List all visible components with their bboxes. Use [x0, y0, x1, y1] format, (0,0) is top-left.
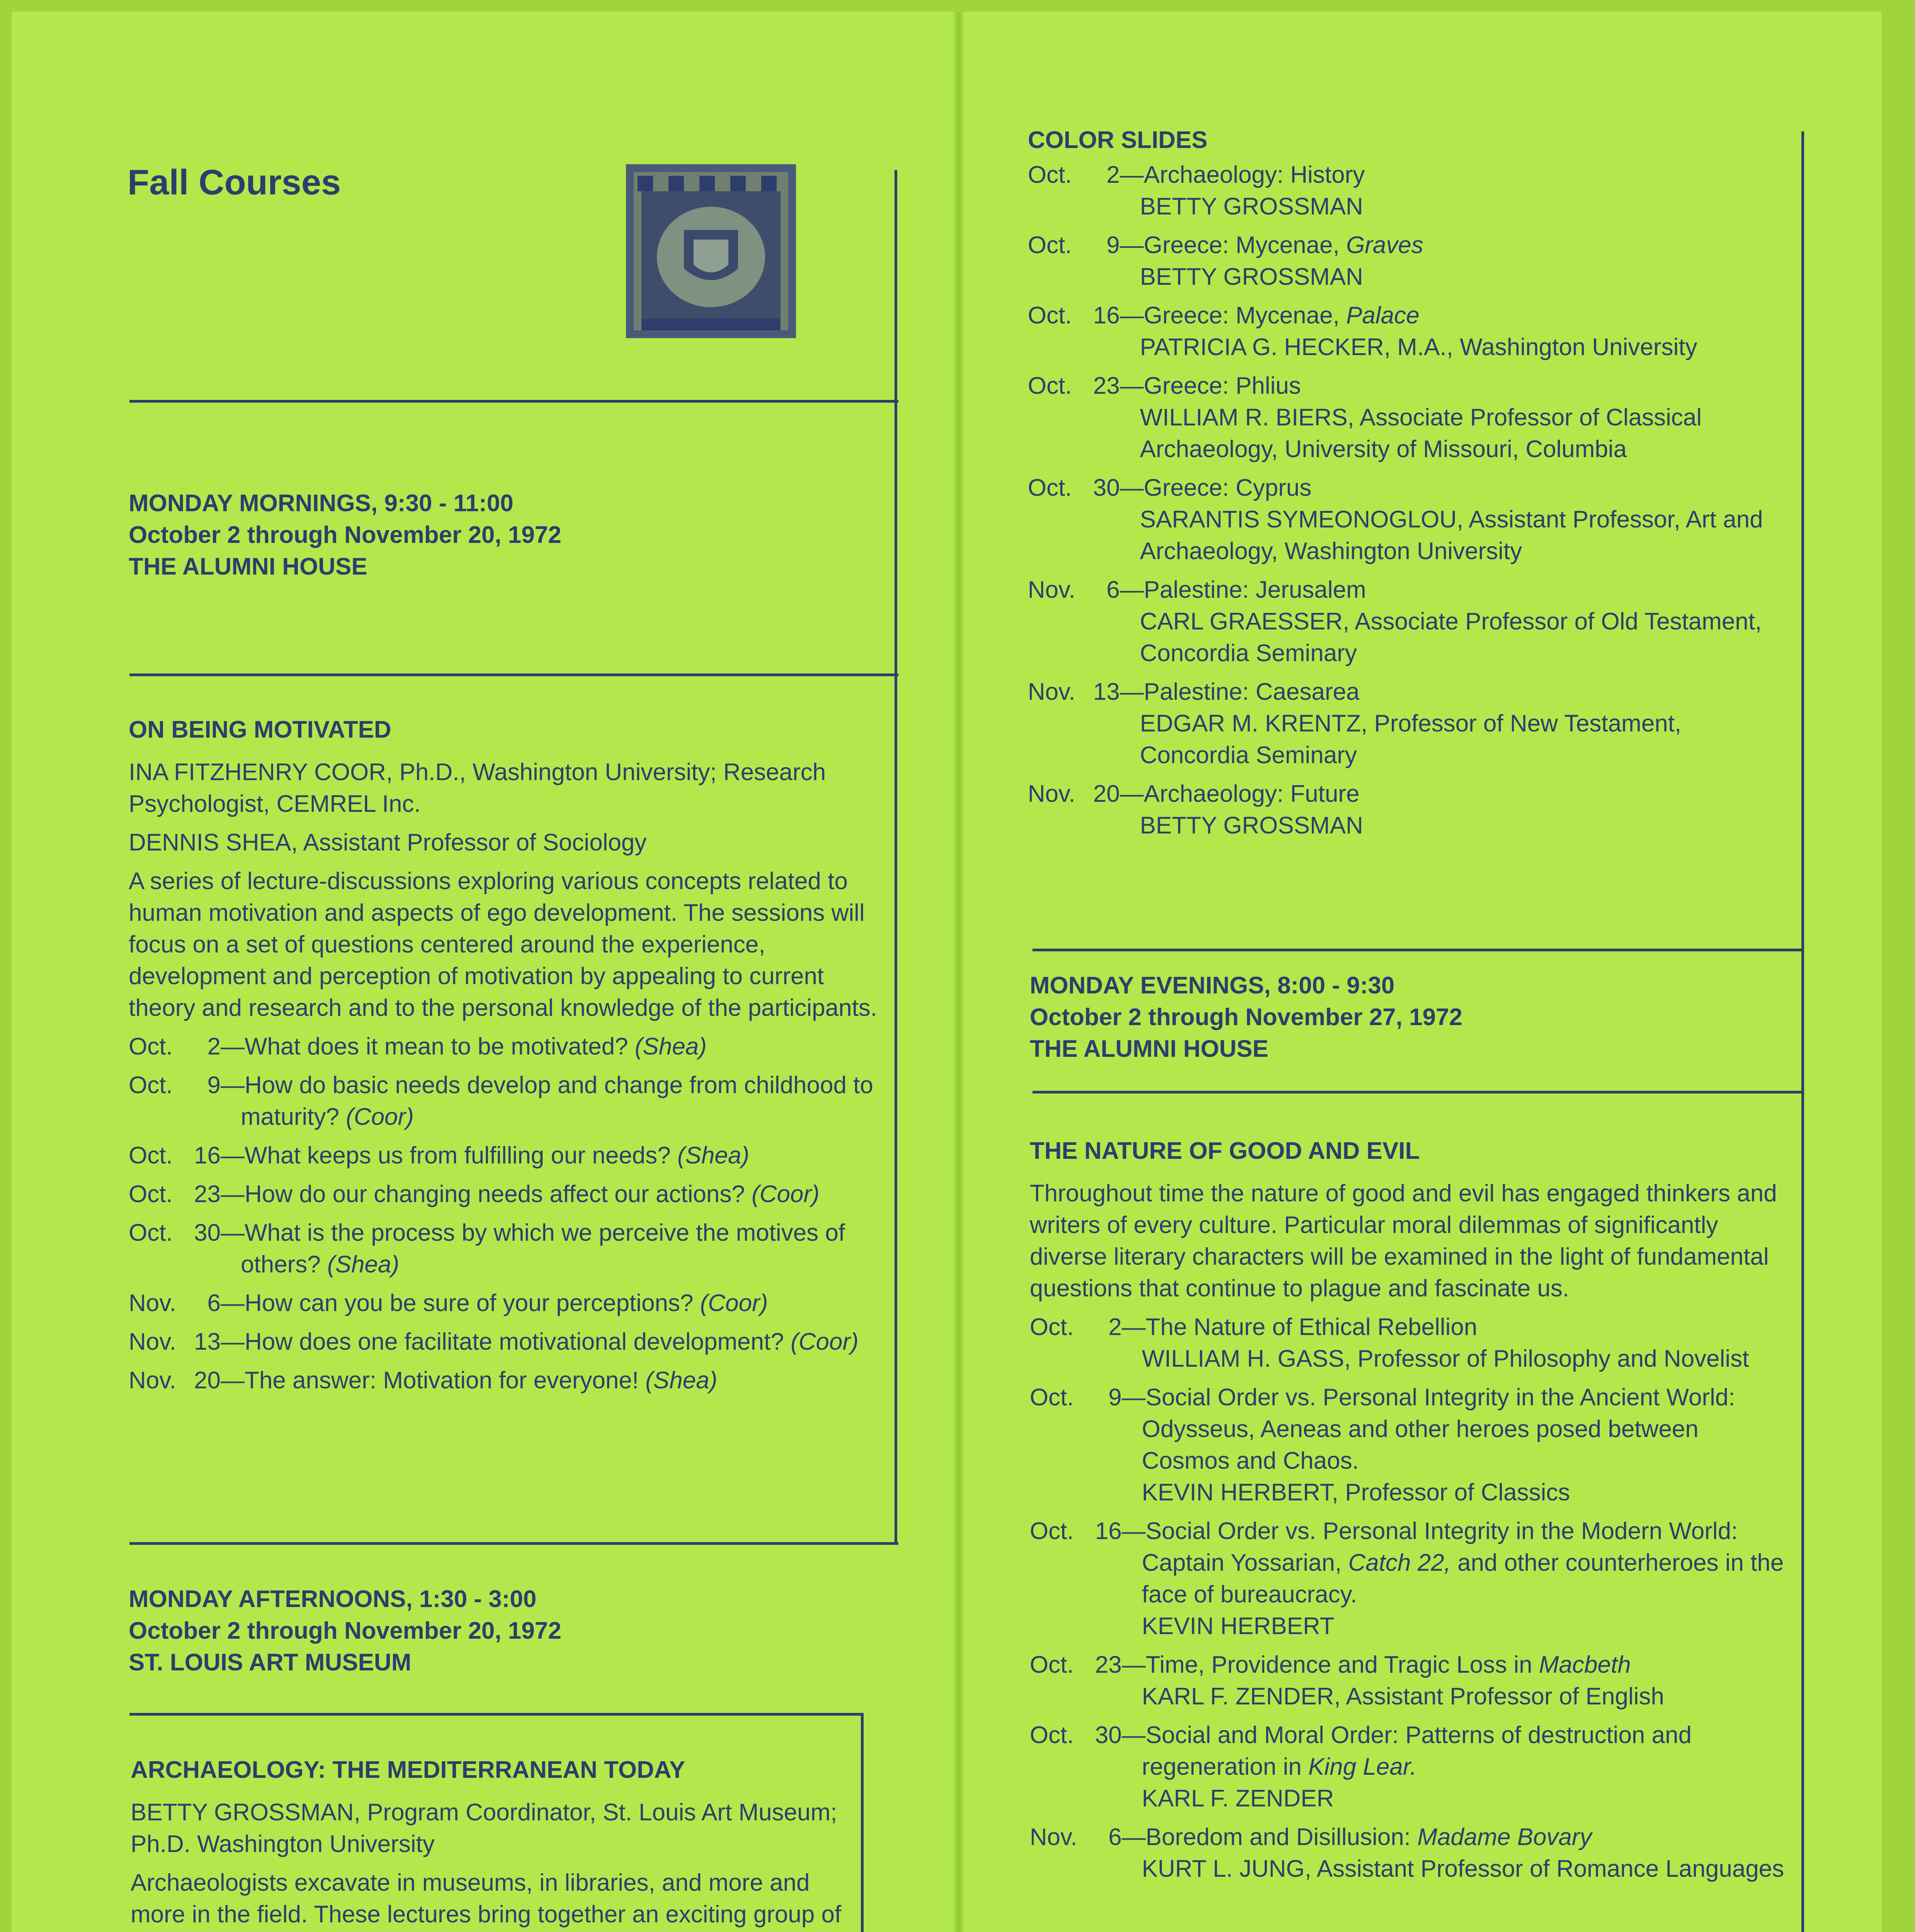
- entry-speaker: BETTY GROSSMAN: [1140, 812, 1363, 839]
- entry-topic-italic: Graves: [1346, 232, 1423, 259]
- entry-month: Nov.: [1028, 679, 1075, 705]
- entry-month: Nov.: [1030, 1824, 1077, 1850]
- instructor-grossman: BETTY GROSSMAN, Program Coordinator, St. Louis Art Museum; Ph.D. Washington University: [131, 1799, 837, 1857]
- entry-day: 23: [194, 1181, 221, 1208]
- schedule-entry: Nov. 6—Boredom and Disillusion: Madame Bovary KURT L. JUNG, Assistant Professor of Romance Languages: [1030, 1821, 1793, 1885]
- right-border-line-1: [1801, 131, 1804, 952]
- schedule-entry: Nov. 13—How does one facilitate motivational development? (Coor): [129, 1326, 894, 1358]
- entry-month: Nov.: [1028, 577, 1075, 603]
- entry-day: 13: [1093, 679, 1120, 705]
- entry-speaker: (Shea): [645, 1367, 718, 1394]
- entry-topic: How can you be sure of your perceptions?: [245, 1290, 694, 1316]
- divider-4: [129, 1713, 864, 1716]
- slides-schedule: [1028, 159, 1785, 842]
- entry-topic: The answer: Motivation for everyone!: [245, 1367, 639, 1394]
- entry-speaker: WILLIAM H. GASS, Professor of Philosophy and Novelist: [1142, 1345, 1749, 1372]
- entry-day: 2: [1108, 1314, 1122, 1340]
- entry-day: 20: [1093, 781, 1120, 807]
- entry-day: 23: [1093, 372, 1120, 399]
- schedule-entry: Oct. 16—Social Order vs. Personal Integrity in the Modern World: Captain Yossarian, Catch 22, and other counterheroes in the face of bureaucracy. KEVIN HERBERT: [1030, 1515, 1793, 1642]
- entry-topic-italic: Catch 22,: [1348, 1549, 1451, 1576]
- entry-day: 23: [1095, 1651, 1122, 1678]
- entry-speaker: (Shea): [327, 1251, 400, 1278]
- left-border-line-3: [895, 673, 897, 1545]
- entry-topic: What does it mean to be motivated?: [245, 1033, 628, 1060]
- entry-month: Oct.: [1030, 1314, 1074, 1340]
- entry-topic: Social Order vs. Personal Integrity in the Ancient World: Odysseus, Aeneas and other heroes posed between Cosmos and Chaos.: [1142, 1384, 1735, 1474]
- divider-2: [129, 673, 898, 676]
- entry-speaker: EDGAR M. KRENTZ, Professor of New Testament, Concordia Seminary: [1140, 710, 1682, 769]
- left-border-line-1: [895, 170, 897, 402]
- entry-topic-italic: Macbeth: [1539, 1651, 1631, 1678]
- schedule-entry: Nov. 20—Archaeology: Future BETTY GROSSMAN: [1028, 778, 1785, 842]
- instructor-shea: DENNIS SHEA, Assistant Professor of Sociology: [129, 829, 647, 856]
- entry-topic: How does one facilitate motivational development?: [245, 1328, 784, 1355]
- schedule-entry: Oct. 2—Archaeology: History BETTY GROSSMAN: [1028, 159, 1785, 223]
- entry-day: 16: [1093, 302, 1120, 329]
- entry-topic: Archaeology: History: [1144, 162, 1365, 188]
- entry-topic-italic: King Lear.: [1308, 1753, 1417, 1780]
- section-heading: ARCHAEOLOGY: THE MEDITERRANEAN TODAY: [131, 1757, 685, 1783]
- entry-day: 30: [194, 1219, 221, 1246]
- entry-month: Nov.: [129, 1290, 176, 1316]
- entry-topic: Greece: Cyprus: [1144, 474, 1312, 501]
- entry-speaker: (Coor): [346, 1104, 414, 1130]
- motivated-schedule: [129, 1031, 894, 1396]
- entry-topic: Social Order vs. Personal Integrity in the Modern World: Captain Yossarian,: [1142, 1518, 1738, 1576]
- instructor-coor: INA FITZHENRY COOR, Ph.D., Washington University; Research Psychologist, CEMREL Inc.: [129, 759, 826, 817]
- evening-location: THE ALUMNI HOUSE: [1030, 1036, 1269, 1062]
- entry-topic: How do basic needs develop and change from childhood to maturity?: [241, 1072, 873, 1130]
- entry-topic: How do our changing needs affect our actions?: [245, 1181, 745, 1208]
- entry-day: 13: [194, 1328, 221, 1355]
- schedule-entry: Nov. 6—How can you be sure of your perceptions? (Coor): [129, 1287, 894, 1319]
- evening-session-info: [1030, 970, 1783, 1065]
- entry-speaker: (Coor): [700, 1290, 768, 1316]
- afternoon-session-info: [129, 1583, 882, 1679]
- divider-6: [1032, 1091, 1804, 1094]
- entry-topic: Social and Moral Order: Patterns of destruction and regeneration in: [1142, 1722, 1692, 1780]
- course-description: A series of lecture-discussions exploring various concepts related to human motivation and aspects of ego development. The sessions will focus on a set of questions centered around the experience, development and perception of motivation by appealing to current theory and research and to the personal knowledge of the participants.: [129, 868, 878, 1021]
- divider-3: [129, 1542, 898, 1545]
- entry-day: 16: [194, 1142, 221, 1169]
- good-and-evil-section: [1030, 1135, 1793, 1892]
- entry-month: Oct.: [1028, 162, 1072, 188]
- schedule-entry: Oct. 30—Greece: Cyprus SARANTIS SYMEONOGLOU, Assistant Professor, Art and Archaeology, Washington University: [1028, 472, 1785, 567]
- afternoon-dates: October 2 through November 20, 1972: [129, 1617, 561, 1644]
- entry-month: Oct.: [129, 1181, 173, 1208]
- color-slides-section: [1028, 124, 1785, 849]
- entry-speaker: BETTY GROSSMAN: [1140, 264, 1363, 290]
- schedule-entry: Oct. 23—Greece: Phlius WILLIAM R. BIERS, Associate Professor of Classical Archaeology, University of Missouri, Columbia: [1028, 370, 1785, 465]
- entry-day: 20: [194, 1367, 221, 1394]
- entry-day: 9: [207, 1072, 221, 1099]
- morning-dates: October 2 through November 20, 1972: [129, 522, 561, 548]
- schedule-entry: Nov. 13—Palestine: Caesarea EDGAR M. KRENTZ, Professor of New Testament, Concordia Seminary: [1028, 676, 1785, 771]
- entry-month: Oct.: [1030, 1651, 1074, 1678]
- entry-day: 9: [1108, 1384, 1122, 1411]
- entry-day: 30: [1095, 1722, 1122, 1748]
- entry-day: 6: [1106, 577, 1120, 603]
- evening-time: MONDAY EVENINGS, 8:00 - 9:30: [1030, 972, 1395, 999]
- entry-topic: What keeps us from fulfilling our needs?: [245, 1142, 671, 1169]
- section-heading: COLOR SLIDES: [1028, 127, 1208, 153]
- entry-month: Nov.: [1028, 781, 1075, 807]
- schedule-entry: Oct. 30—Social and Moral Order: Patterns of destruction and regeneration in King Lear. KARL F. ZENDER: [1030, 1719, 1793, 1815]
- center-fold: [954, 12, 964, 1932]
- entry-topic: Palestine: Caesarea: [1144, 679, 1360, 705]
- entry-speaker: BETTY GROSSMAN: [1140, 193, 1363, 220]
- section-heading: ON BEING MOTIVATED: [129, 716, 391, 743]
- entry-month: Oct.: [1028, 372, 1072, 399]
- divider-1: [129, 400, 898, 403]
- schedule-entry: Oct. 2—What does it mean to be motivated? (Shea): [129, 1031, 894, 1063]
- schedule-entry: Nov. 6—Palestine: Jerusalem CARL GRAESSER, Associate Professor of Old Testament, Concordia Seminary: [1028, 574, 1785, 669]
- entry-day: 6: [207, 1290, 221, 1316]
- schedule-entry: Oct. 16—Greece: Mycenae, Palace PATRICIA G. HECKER, M.A., Washington University: [1028, 300, 1785, 363]
- afternoon-time: MONDAY AFTERNOONS, 1:30 - 3:00: [129, 1586, 537, 1612]
- schedule-entry: Oct. 9—Greece: Mycenae, Graves BETTY GROSSMAN: [1028, 230, 1785, 293]
- entry-month: Oct.: [129, 1033, 173, 1060]
- entry-speaker: CARL GRAESSER, Associate Professor of Old Testament, Concordia Seminary: [1140, 608, 1762, 667]
- archaeology-section: [131, 1754, 853, 1932]
- entry-month: Nov.: [129, 1328, 176, 1355]
- good-evil-schedule: [1030, 1311, 1793, 1885]
- entry-speaker: KARL F. ZENDER, Assistant Professor of English: [1142, 1683, 1664, 1710]
- course-description: Archaeologists excavate in museums, in libraries, and more and more in the field. These lectures bring together an exciting group of: [131, 1869, 842, 1928]
- entry-speaker: KURT L. JUNG, Assistant Professor of Romance Languages: [1142, 1855, 1784, 1882]
- entry-speaker: (Coor): [791, 1328, 859, 1355]
- entry-topic-italic: Palace: [1346, 302, 1420, 329]
- entry-speaker: KARL F. ZENDER: [1142, 1785, 1334, 1812]
- morning-session-info: [129, 488, 882, 583]
- schedule-entry: Oct. 2—The Nature of Ethical Rebellion WILLIAM H. GASS, Professor of Philosophy and Novelist: [1030, 1311, 1793, 1375]
- entry-month: Oct.: [1028, 302, 1072, 329]
- entry-topic: Greece: Phlius: [1144, 372, 1301, 399]
- morning-location: THE ALUMNI HOUSE: [129, 553, 367, 580]
- entry-month: Oct.: [129, 1219, 173, 1246]
- afternoon-location: ST. LOUIS ART MUSEUM: [129, 1649, 412, 1676]
- divider-5: [1032, 949, 1804, 951]
- schedule-entry: Nov. 20—The answer: Motivation for everyone! (Shea): [129, 1365, 894, 1396]
- entry-speaker: KEVIN HERBERT, Professor of Classics: [1142, 1479, 1570, 1506]
- entry-topic-continued: and other counterheroes in the face of bureaucracy.: [1142, 1549, 1784, 1608]
- entry-speaker: (Shea): [677, 1142, 750, 1169]
- entry-day: 2: [207, 1033, 221, 1060]
- entry-topic: Boredom and Disillusion:: [1146, 1824, 1411, 1850]
- entry-month: Oct.: [1028, 232, 1072, 259]
- entry-speaker: WILLIAM R. BIERS, Associate Professor of Classical Archaeology, University of Missouri, Columbia: [1140, 404, 1702, 463]
- entry-speaker: PATRICIA G. HECKER, M.A., Washington University: [1140, 334, 1697, 361]
- entry-speaker: (Coor): [752, 1181, 820, 1208]
- entry-month: Oct.: [129, 1142, 173, 1169]
- entry-topic: Time, Providence and Tragic Loss in: [1146, 1651, 1532, 1678]
- entry-day: 2: [1106, 162, 1120, 188]
- entry-topic: What is the process by which we perceive the motives of others?: [241, 1219, 845, 1278]
- entry-speaker: SARANTIS SYMEONOGLOU, Assistant Professor, Art and Archaeology, Washington University: [1140, 506, 1763, 565]
- entry-day: 16: [1095, 1518, 1122, 1544]
- page-title: Fall Courses: [128, 163, 341, 202]
- on-being-motivated-section: [129, 714, 894, 1403]
- entry-topic: Archaeology: Future: [1144, 781, 1360, 807]
- entry-topic-italic: Madame Bovary: [1417, 1824, 1592, 1850]
- schedule-entry: Oct. 23—How do our changing needs affect our actions? (Coor): [129, 1179, 894, 1210]
- section-heading: THE NATURE OF GOOD AND EVIL: [1030, 1138, 1420, 1164]
- entry-month: Oct.: [129, 1072, 173, 1099]
- entry-month: Oct.: [1030, 1518, 1074, 1544]
- schedule-entry: Oct. 9—How do basic needs develop and change from childhood to maturity? (Coor): [129, 1070, 894, 1133]
- entry-day: 30: [1093, 474, 1120, 501]
- entry-month: Oct.: [1030, 1384, 1074, 1411]
- entry-month: Oct.: [1030, 1722, 1074, 1748]
- entry-day: 6: [1108, 1824, 1122, 1850]
- entry-speaker: KEVIN HERBERT: [1142, 1613, 1335, 1639]
- schedule-entry: Oct. 30—What is the process by which we perceive the motives of others? (Shea): [129, 1217, 894, 1281]
- evening-dates: October 2 through November 27, 1972: [1030, 1004, 1463, 1031]
- entry-topic: Greece: Mycenae,: [1144, 302, 1340, 329]
- entry-day: 9: [1106, 232, 1120, 259]
- course-description: Throughout time the nature of good and evil has engaged thinkers and writers of every culture. Particular moral dilemmas of significantly diverse literary characters will be examined in the light of fundamental questions that continue to plague and fascinate us.: [1030, 1180, 1777, 1302]
- entry-topic: The Nature of Ethical Rebellion: [1146, 1314, 1478, 1340]
- entry-speaker: (Shea): [634, 1033, 707, 1060]
- schedule-entry: Oct. 23—Time, Providence and Tragic Loss in Macbeth KARL F. ZENDER, Assistant Professor of English: [1030, 1649, 1793, 1713]
- entry-month: Oct.: [1028, 474, 1072, 501]
- entry-topic: Greece: Mycenae,: [1144, 232, 1340, 259]
- entry-topic: Palestine: Jerusalem: [1144, 577, 1366, 603]
- left-border-line-2: [895, 400, 897, 676]
- schedule-entry: Oct. 9—Social Order vs. Personal Integrity in the Ancient World: Odysseus, Aeneas and other heroes posed between Cosmos and Chaos. KEVIN HERBERT, Professor of Classics: [1030, 1382, 1793, 1509]
- left-border-line-4: [861, 1713, 864, 1932]
- right-border-line-2: [1801, 949, 1804, 1932]
- crest-emblem-icon: [626, 164, 796, 338]
- morning-time: MONDAY MORNINGS, 9:30 - 11:00: [129, 490, 514, 517]
- schedule-entry: Oct. 16—What keeps us from fulfilling our needs? (Shea): [129, 1140, 894, 1172]
- entry-month: Nov.: [129, 1367, 176, 1394]
